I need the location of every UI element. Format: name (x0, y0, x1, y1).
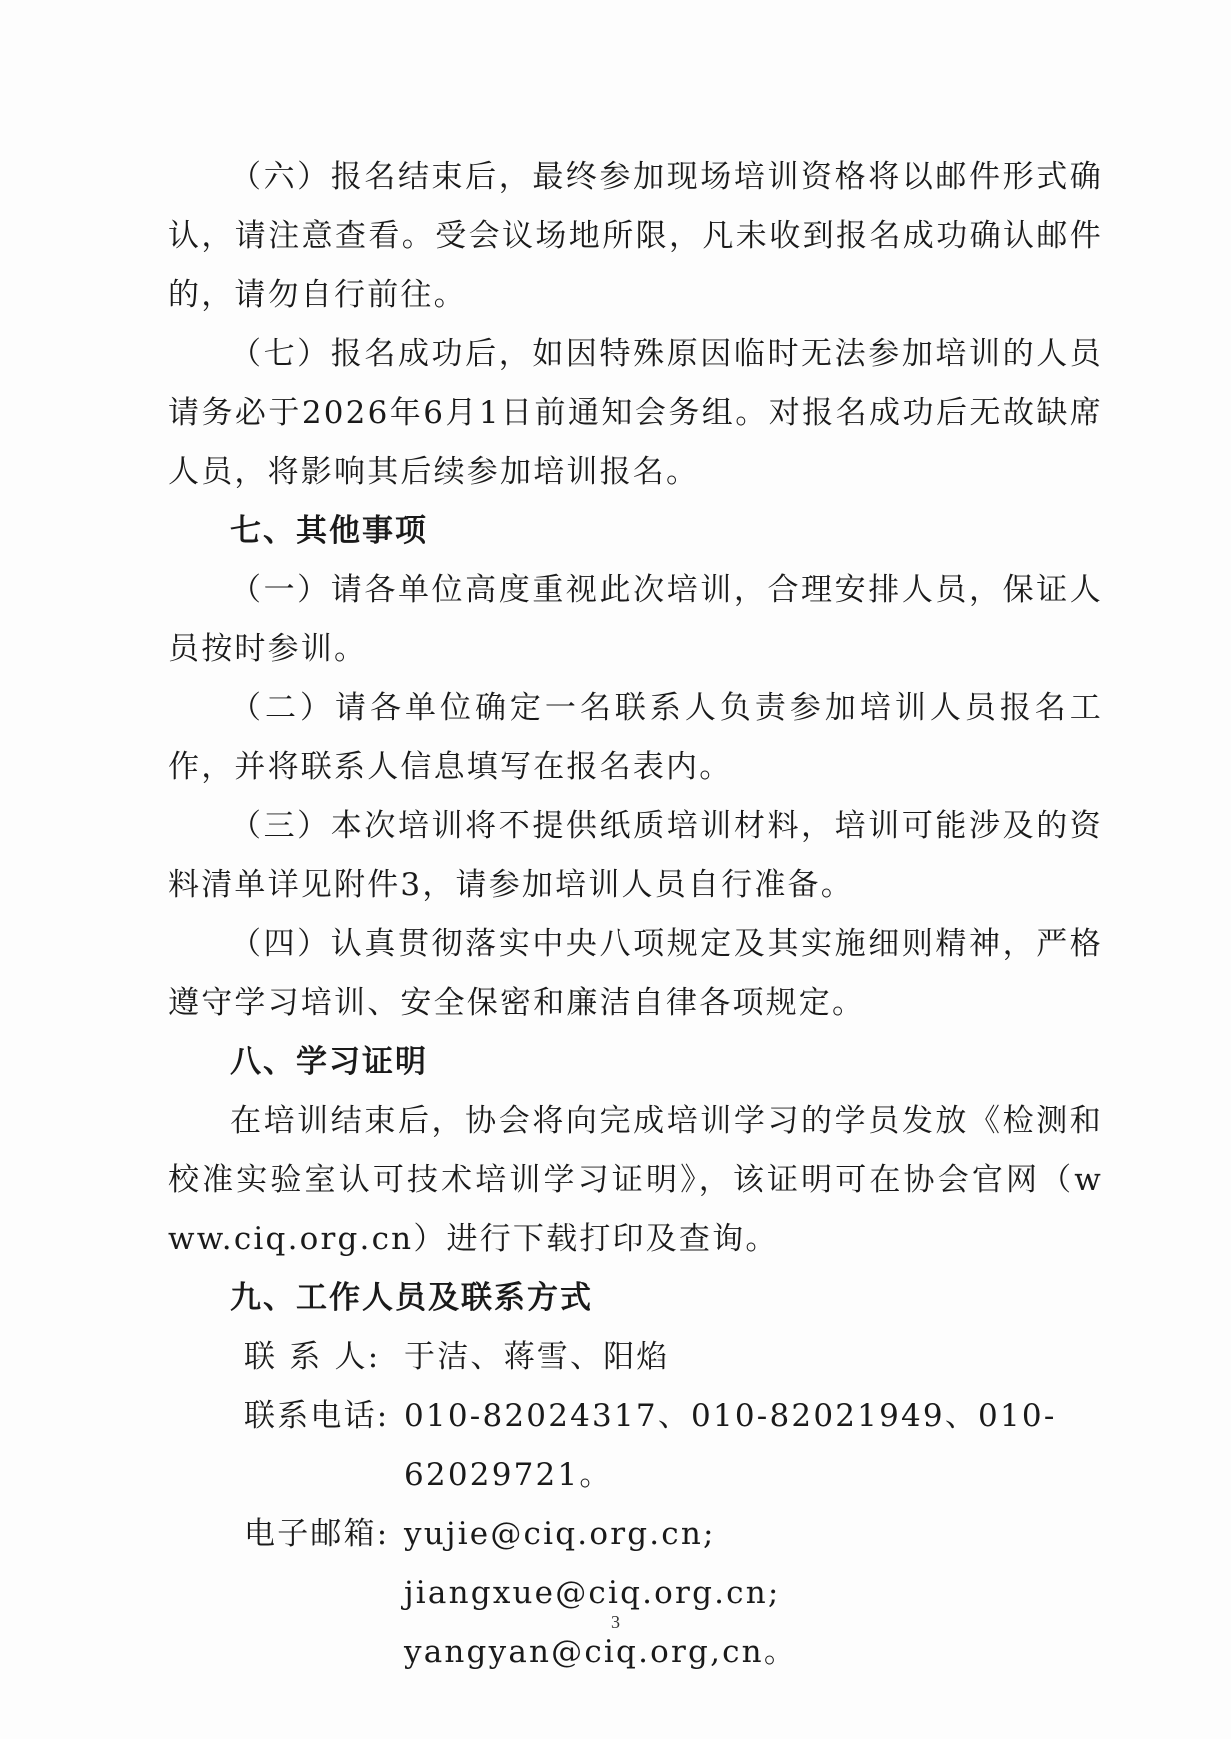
contact-person-value: 于洁、蒋雪、阳焰 (404, 1339, 670, 1375)
contact-phone-row (168, 1387, 1103, 1505)
contact-phone-value: 010-82024317、010-82021949、010-62029721。 (404, 1398, 1057, 1493)
page-number: 3 (611, 1612, 620, 1632)
document-body (168, 148, 1103, 1682)
section-9-heading: 九、工作人员及联系方式 (230, 1280, 593, 1316)
section-7-item-1: （一）请各单位高度重视此次培训，合理安排人员，保证人员按时参训。 (168, 572, 1103, 667)
contact-email-label: 电子邮箱: (244, 1516, 390, 1552)
section-7-item-2: （二）请各单位确定一名联系人负责参加培训人员报名工作，并将联系人信息填写在报名表内。 (168, 690, 1103, 785)
contact-email-value-continued: yangyan@ciq.org,cn。 (404, 1634, 798, 1670)
paragraph-item-6: （六）报名结束后，最终参加现场培训资格将以邮件形式确认，请注意查看。受会议场地所限，凡未收到报名成功确认邮件的，请勿自行前往。 (168, 159, 1103, 313)
contact-email-value: yujie@ciq.org.cn; jiangxue@ciq.org.cn; (404, 1516, 781, 1611)
contact-person-label: 联 系 人: (244, 1339, 381, 1375)
paragraph-item-7: （七）报名成功后，如因特殊原因临时无法参加培训的人员请务必于2026年6月1日前通知会务组。对报名成功后无故缺席人员，将影响其后续参加培训报名。 (168, 336, 1103, 490)
contact-email-row (168, 1505, 1103, 1623)
section-8-heading: 八、学习证明 (230, 1044, 428, 1080)
section-8-body: 在培训结束后，协会将向完成培训学习的学员发放《检测和校准实验室认可技术培训学习证明》，该证明可在协会官网（www.ciq.org.cn）进行下载打印及查询。 (168, 1103, 1103, 1257)
contact-person-row (168, 1328, 1103, 1387)
section-7-heading: 七、其他事项 (230, 513, 428, 549)
section-7-item-3: （三）本次培训将不提供纸质培训材料，培训可能涉及的资料清单详见附件3，请参加培训人员自行准备。 (168, 808, 1103, 903)
section-7-item-4: （四）认真贯彻落实中央八项规定及其实施细则精神，严格遵守学习培训、安全保密和廉洁自律各项规定。 (168, 926, 1103, 1021)
contact-phone-label: 联系电话: (244, 1398, 390, 1434)
